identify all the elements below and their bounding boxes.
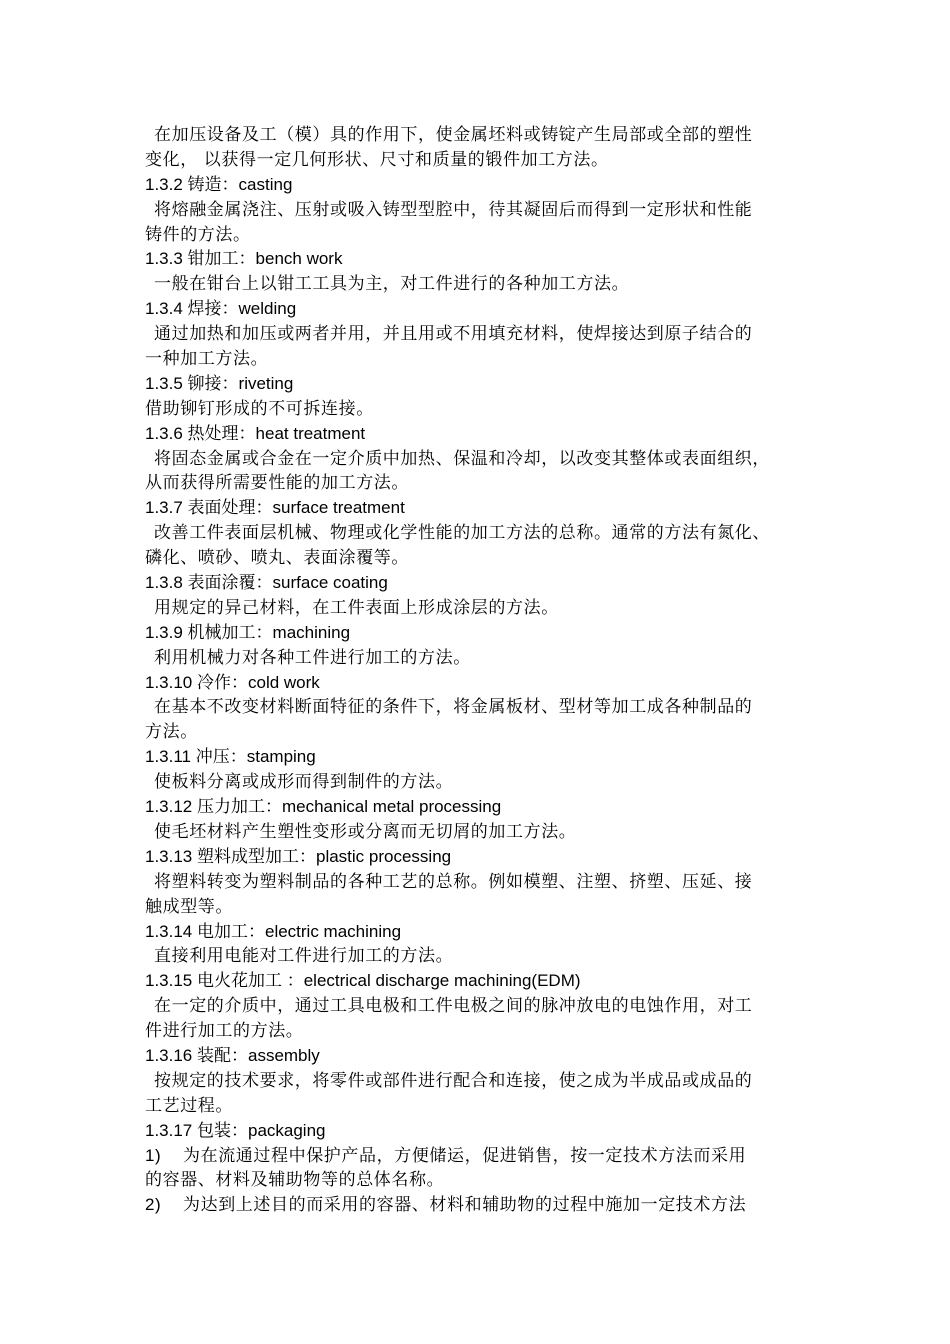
numbered-item [145,1193,835,1218]
section-heading: 1.3.10 冷作：cold work [145,672,320,692]
section-heading: 1.3.8 表面涂覆：surface coating [145,573,388,593]
paragraph-line: 从而获得所需要性能的加工方法。 [145,473,409,494]
section-heading: 1.3.16 装配：assembly [145,1045,320,1065]
paragraph-line: 的容器、材料及辅助物等的总体名称。 [145,1170,445,1191]
paragraph-line: 一般在钳台上以钳工工具为主，对工件进行的各种加工方法。 [154,274,630,295]
paragraph-line: 利用机械力对各种工件进行加工的方法。 [154,647,471,668]
section-heading: 1.3.12 压力加工：mechanical metal processing [145,797,502,817]
paragraph-line: 将固态金属或合金在一定介质中加热、保温和冷却，以改变其整体或表面组织， [154,448,770,469]
numbered-item [145,1144,835,1169]
section-heading: 1.3.9 机械加工：machining [145,622,351,642]
section-heading: 1.3.14 电加工：electric machining [145,921,402,941]
paragraph-line: 改善工件表面层机械、物理或化学性能的加工方法的总称。通常的方法有氮化、 [154,523,770,544]
section-heading: 1.3.13 塑料成型加工：plastic processing [145,846,452,866]
item-text: 为达到上述目的而采用的容器、材料和辅助物的过程中施加一定技术方法 [183,1195,747,1216]
section-heading: 1.3.7 表面处理：surface treatment [145,498,405,518]
paragraph-line: 用规定的异己材料，在工件表面上形成涂层的方法。 [154,597,559,618]
paragraph-line: 铸件的方法。 [145,224,251,245]
paragraph-line: 变化， 以获得一定几何形状、尺寸和质量的锻件加工方法。 [145,149,609,170]
paragraph-line: 在加压设备及工（模）具的作用下，使金属坯料或铸锭产生局部或全部的塑性 [154,125,753,145]
section-heading: 1.3.6 热处理：heat treatment [145,423,366,443]
section-heading: 1.3.3 钳加工：bench work [145,249,343,269]
paragraph-line: 方法。 [145,722,198,743]
paragraph-line: 按规定的技术要求，将零件或部件进行配合和连接，使之成为半成品或成品的 [154,1070,753,1091]
paragraph-line: 件进行加工的方法。 [145,1021,304,1042]
section-heading: 1.3.5 铆接：riveting [145,373,294,393]
paragraph-line: 借助铆钉形成的不可拆连接。 [145,398,374,419]
paragraph-line: 在一定的介质中，通过工具电极和工件电极之间的脉冲放电的电蚀作用，对工 [154,996,753,1017]
paragraph-line: 一种加工方法。 [145,349,269,370]
item-text: 为在流通过程中保护产品，方便储运，促进销售，按一定技术方法而采用 [183,1145,747,1166]
section-heading: 1.3.4 焊接：welding [145,299,297,319]
section-heading: 1.3.15 电火花加工 ：electrical discharge machining(EDM) [145,971,581,991]
paragraph-line: 将塑料转变为塑料制品的各种工艺的总称。例如模塑、注塑、挤塑、压延、接 [154,871,753,892]
paragraph-line: 使毛坯材料产生塑性变形或分离而无切屑的加工方法。 [154,821,577,842]
section-heading: 1.3.2 铸造：casting [145,174,293,194]
paragraph-line: 将熔融金属浇注、压射或吸入铸型型腔中，待其凝固后而得到一定形状和性能 [154,199,753,220]
section-heading: 1.3.11 冲压：stamping [145,747,316,767]
paragraph-line: 直接利用电能对工件进行加工的方法。 [154,946,454,967]
paragraph-line: 通过加热和加压或两者并用，并且用或不用填充材料，使焊接达到原子结合的 [154,324,753,345]
section-heading: 1.3.17 包装：packaging [145,1120,326,1140]
paragraph-line: 磷化、喷砂、喷丸、表面涂覆等。 [145,548,409,569]
paragraph-line: 在基本不改变材料断面特征的条件下，将金属板材、型材等加工成各种制品的 [154,697,753,718]
paragraph-line: 使板料分离或成形而得到制件的方法。 [154,772,454,793]
item-number: 1) [145,1145,162,1165]
document-body [145,123,835,1218]
paragraph-line: 工艺过程。 [145,1095,233,1116]
paragraph-line: 触成型等。 [145,896,233,917]
item-number: 2) [145,1195,162,1215]
